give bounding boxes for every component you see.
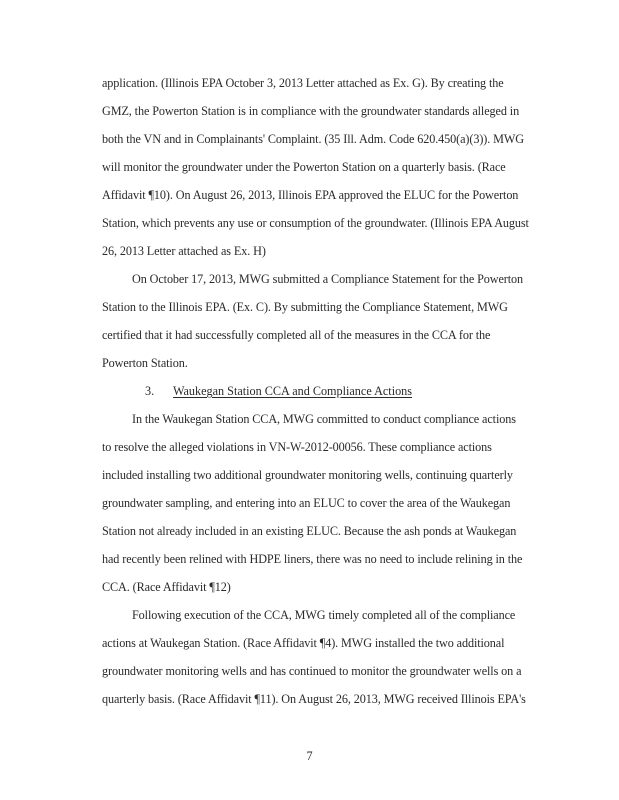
- paragraph-2-line-3: certified that it had successfully completed all of the measures in the CCA for the: [102, 328, 491, 342]
- section-heading-title: Waukegan Station CCA and Compliance Actions: [173, 384, 413, 398]
- paragraph-4-line-1: Following execution of the CCA, MWG timely completed all of the compliance: [132, 608, 516, 622]
- paragraph-1-line-2: GMZ, the Powerton Station is in compliance with the groundwater standards alleged in: [102, 104, 520, 118]
- paragraph-1-line-1: application. (Illinois EPA October 3, 2013 Letter attached as Ex. G). By creating the: [102, 76, 504, 90]
- paragraph-1-line-4: will monitor the groundwater under the Powerton Station on a quarterly basis. (Race: [102, 160, 506, 174]
- paragraph-4-line-3: groundwater monitoring wells and has continued to monitor the groundwater wells on a: [102, 664, 522, 678]
- paragraph-3-line-2: to resolve the alleged violations in VN-W-2012-00056. These compliance actions: [102, 440, 492, 454]
- paragraph-2-line-4: Powerton Station.: [102, 356, 188, 370]
- paragraph-1-line-6: Station, which prevents any use or consumption of the groundwater. (Illinois EPA August: [102, 216, 529, 230]
- page-number: 7: [306, 749, 313, 763]
- paragraph-4-line-4: quarterly basis. (Race Affidavit ¶11). On August 26, 2013, MWG received Illinois EPA's: [102, 692, 526, 706]
- paragraph-3-line-4: groundwater sampling, and entering into an ELUC to cover the area of the Waukegan: [102, 496, 511, 510]
- paragraph-3-line-7: CCA. (Race Affidavit ¶12): [102, 580, 231, 594]
- paragraph-2-line-1: On October 17, 2013, MWG submitted a Compliance Statement for the Powerton: [132, 272, 523, 286]
- paragraph-1-line-3: both the VN and in Complainants' Complaint. (35 Ill. Adm. Code 620.450(a)(3)). MWG: [102, 132, 524, 146]
- paragraph-1-line-5: Affidavit ¶10). On August 26, 2013, Illinois EPA approved the ELUC for the Powerton: [102, 188, 519, 202]
- paragraph-1-line-7: 26, 2013 Letter attached as Ex. H): [102, 244, 266, 258]
- paragraph-3-line-6: had recently been relined with HDPE liners, there was no need to include relining in the: [102, 552, 523, 566]
- section-heading-number: 3.: [145, 384, 155, 398]
- paragraph-4-line-2: actions at Waukegan Station. (Race Affidavit ¶4). MWG installed the two additional: [102, 636, 505, 650]
- paragraph-3-line-3: included installing two additional groundwater monitoring wells, continuing quarterly: [102, 468, 513, 482]
- paragraph-3-line-1: In the Waukegan Station CCA, MWG committed to conduct compliance actions: [132, 412, 516, 426]
- paragraph-2-line-2: Station to the Illinois EPA. (Ex. C). By submitting the Compliance Statement, MWG: [102, 300, 508, 314]
- paragraph-3-line-5: Station not already included in an existing ELUC. Because the ash ponds at Waukegan: [102, 524, 517, 538]
